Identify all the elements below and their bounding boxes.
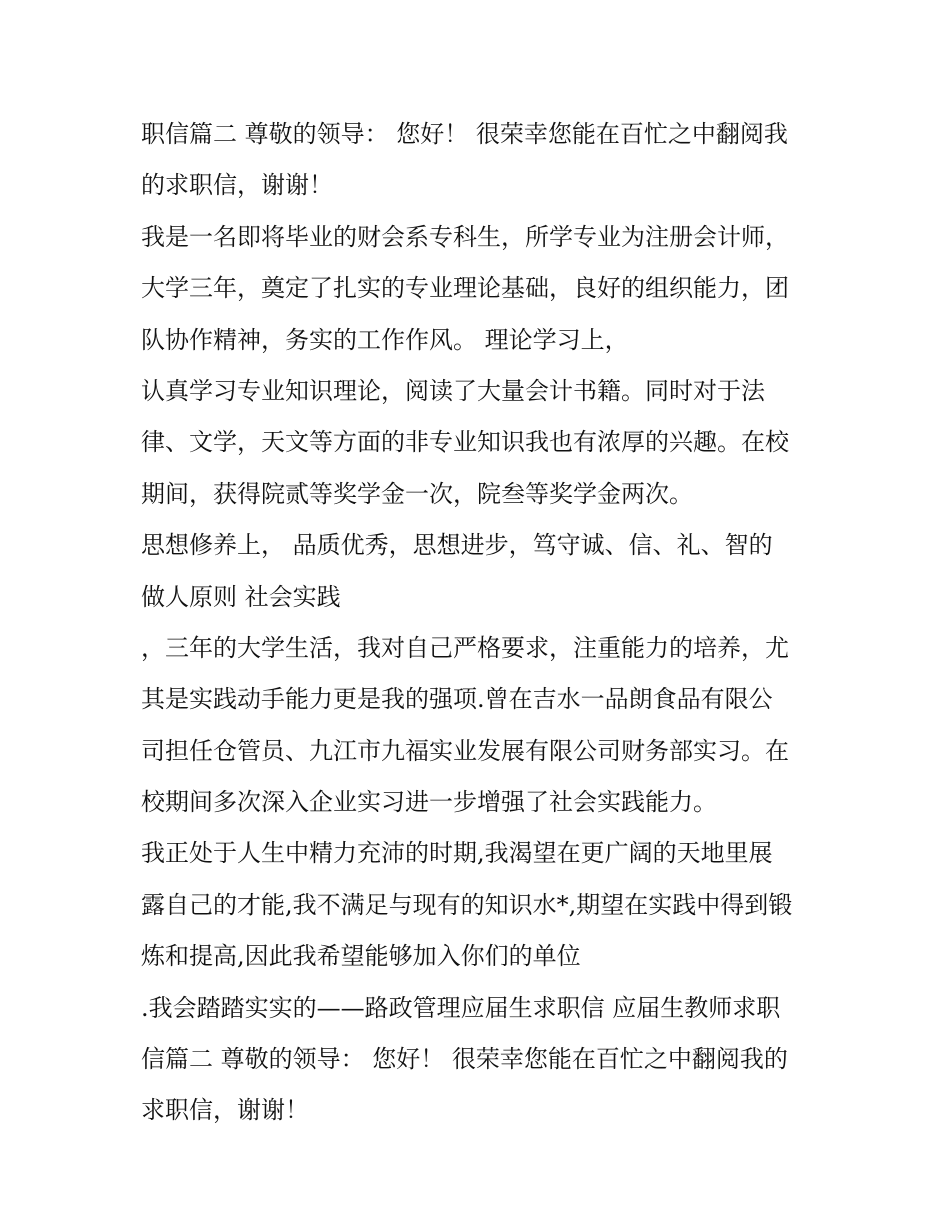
- text-line: .我会踏踏实实的——路政管理应届生求职信 应届生教师求职: [141, 993, 781, 1022]
- text-line: 司担任仓管员、九江市九福实业发展有限公司财务部实习。在: [141, 736, 789, 765]
- text-line: 律、文学，天文等方面的非专业知识我也有浓厚的兴趣。在校: [141, 428, 789, 457]
- text-line: 我是一名即将毕业的财会系专科生，所学专业为注册会计师，: [141, 222, 789, 251]
- text-line: 队协作精神，务实的工作作风。 理论学习上，: [141, 325, 629, 354]
- text-line: 职信篇二 尊敬的领导： 您好！ 很荣幸您能在百忙之中翻阅我: [141, 120, 788, 148]
- text-line: 的求职信，谢谢！: [141, 171, 333, 200]
- text-line: 我正处于人生中精力充沛的时期,我渴望在更广阔的天地里展: [141, 839, 773, 868]
- text-line: 思想修养上， 品质优秀，思想进步，笃守诚、信、礼、智的: [141, 531, 773, 560]
- text-line: 求职信，谢谢！: [141, 1096, 309, 1125]
- text-line: 其是实践动手能力更是我的强项.曾在吉水一品朗食品有限公: [141, 685, 773, 714]
- text-line: 大学三年，奠定了扎实的专业理论基础，良好的组织能力，团: [141, 274, 789, 303]
- text-line: 校期间多次深入企业实习进一步增强了社会实践能力。: [141, 788, 717, 817]
- text-line: 露自己的才能,我不满足与现有的知识水*,期望在实践中得到锻: [141, 890, 793, 919]
- text-line: ，三年的大学生活，我对自己严格要求，注重能力的培养，尤: [141, 633, 789, 662]
- text-line: 信篇二 尊敬的领导： 您好！ 很荣幸您能在百忙之中翻阅我的: [141, 1045, 788, 1074]
- text-line: 做人原则 社会实践: [141, 582, 341, 611]
- document-body: [141, 109, 821, 1137]
- text-line: 认真学习专业知识理论，阅读了大量会计书籍。同时对于法: [141, 376, 765, 405]
- text-line: 炼和提高,因此我希望能够加入你们的单位: [141, 942, 581, 971]
- text-line: 期间，获得院贰等奖学金一次，院叁等奖学金两次。: [141, 479, 693, 508]
